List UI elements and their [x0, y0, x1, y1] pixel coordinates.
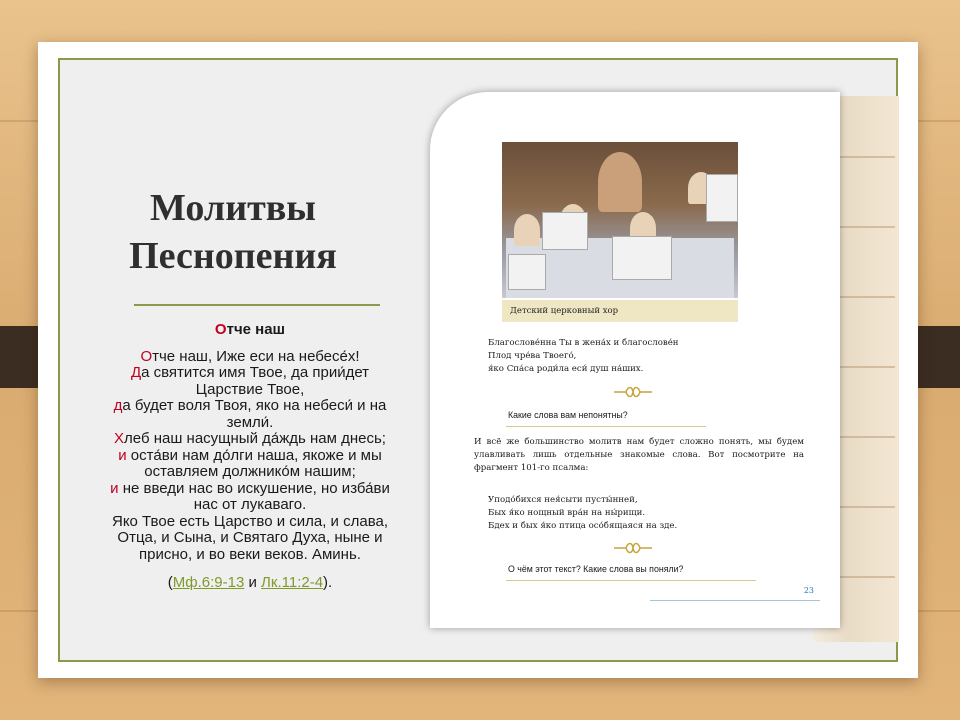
ornament-icon	[612, 540, 654, 556]
verse-line: Бдех и бых я́ко птица осо́бящаяся на зде.	[488, 521, 678, 531]
title-divider	[134, 304, 380, 306]
prayer-line	[110, 514, 390, 564]
line-initial: Д	[130, 364, 142, 381]
textbook-page	[430, 92, 840, 628]
line-text: а святится имя Твое, да прии́дет Царствие Твое,	[141, 364, 370, 398]
ref-link-matthew[interactable]: Мф.6:9-13	[172, 574, 245, 591]
verse-block-2	[488, 494, 677, 533]
ref-link-luke[interactable]: Лк.11:2-4	[261, 574, 324, 591]
page-number: 23	[803, 586, 814, 595]
verse-line: Благослове́нна Ты в жена́х и благослове́н	[488, 338, 679, 348]
refs-and: и	[244, 574, 262, 591]
line-text: тче наш, Иже еси на небесе́х!	[152, 347, 360, 365]
prayer-line	[110, 349, 390, 366]
choir-photo	[502, 142, 738, 298]
prayer-text	[110, 322, 390, 592]
photo-caption: Детский церковный хор	[502, 300, 738, 322]
prayer-line	[110, 431, 390, 448]
prayer-line	[110, 398, 390, 431]
refs-close: ).	[323, 574, 333, 591]
line-text: леб наш насущный да́ждь нам днесь;	[124, 430, 386, 447]
slide-title	[98, 184, 368, 280]
page-footer-rule	[650, 600, 820, 601]
verse-line: Бых я́ко нощный вра́н на ны́рищи.	[488, 508, 646, 518]
paragraph: И всё же большинство молитв нам будет сложно понять, мы будем улавливать лишь отдельные знакомые слова. Вот посмотрите на фрагмент 101-го псалма:	[474, 437, 804, 473]
title-line-1: Молитвы	[150, 187, 316, 229]
title-line-2: Песнопения	[129, 235, 337, 277]
ornament-icon	[612, 384, 654, 400]
refs-open: (	[167, 574, 173, 591]
line-text: не введи нас во искушение, но изба́ви нас от лукаваго.	[118, 479, 390, 513]
line-text: оста́ви нам до́лги наша, якоже и мы оставляем должнико́м нашим;	[126, 446, 382, 480]
prayer-line	[110, 448, 390, 481]
line-initial: и	[110, 479, 119, 497]
line-text: а будет воля Твоя, яко на небеси́ и на земли́.	[122, 397, 387, 431]
verse-line: Уподо́бихся нея́сыти пусты́нней,	[488, 495, 638, 505]
slide	[38, 42, 918, 678]
line-initial: д	[113, 397, 123, 414]
heading-rest: тче наш	[226, 321, 286, 338]
question-1: Какие слова вам непонятны?	[508, 410, 628, 420]
line-initial: О	[140, 347, 153, 365]
question-underline	[506, 426, 706, 427]
question-underline	[506, 580, 756, 581]
prayer-line	[110, 481, 390, 514]
line-initial: и	[118, 446, 127, 464]
prayer-line	[110, 365, 390, 398]
line-text: Яко Твое есть Царство и сила, и слава, Отца, и Сына, и Святаго Духа, ныне и присно, и во веки веков. Аминь.	[111, 512, 389, 563]
question-2: О чём этот текст? Какие слова вы поняли?	[508, 564, 684, 574]
prayer-heading	[110, 322, 390, 339]
verse-line: я́ко Спа́са роди́ла еси́ душ на́ших.	[488, 364, 644, 374]
verse-line: Плод чре́ва Твоего́,	[488, 351, 577, 361]
verse-block-1	[488, 337, 679, 376]
scripture-refs	[110, 575, 390, 592]
heading-initial: О	[214, 321, 227, 338]
line-initial: Х	[114, 430, 125, 447]
